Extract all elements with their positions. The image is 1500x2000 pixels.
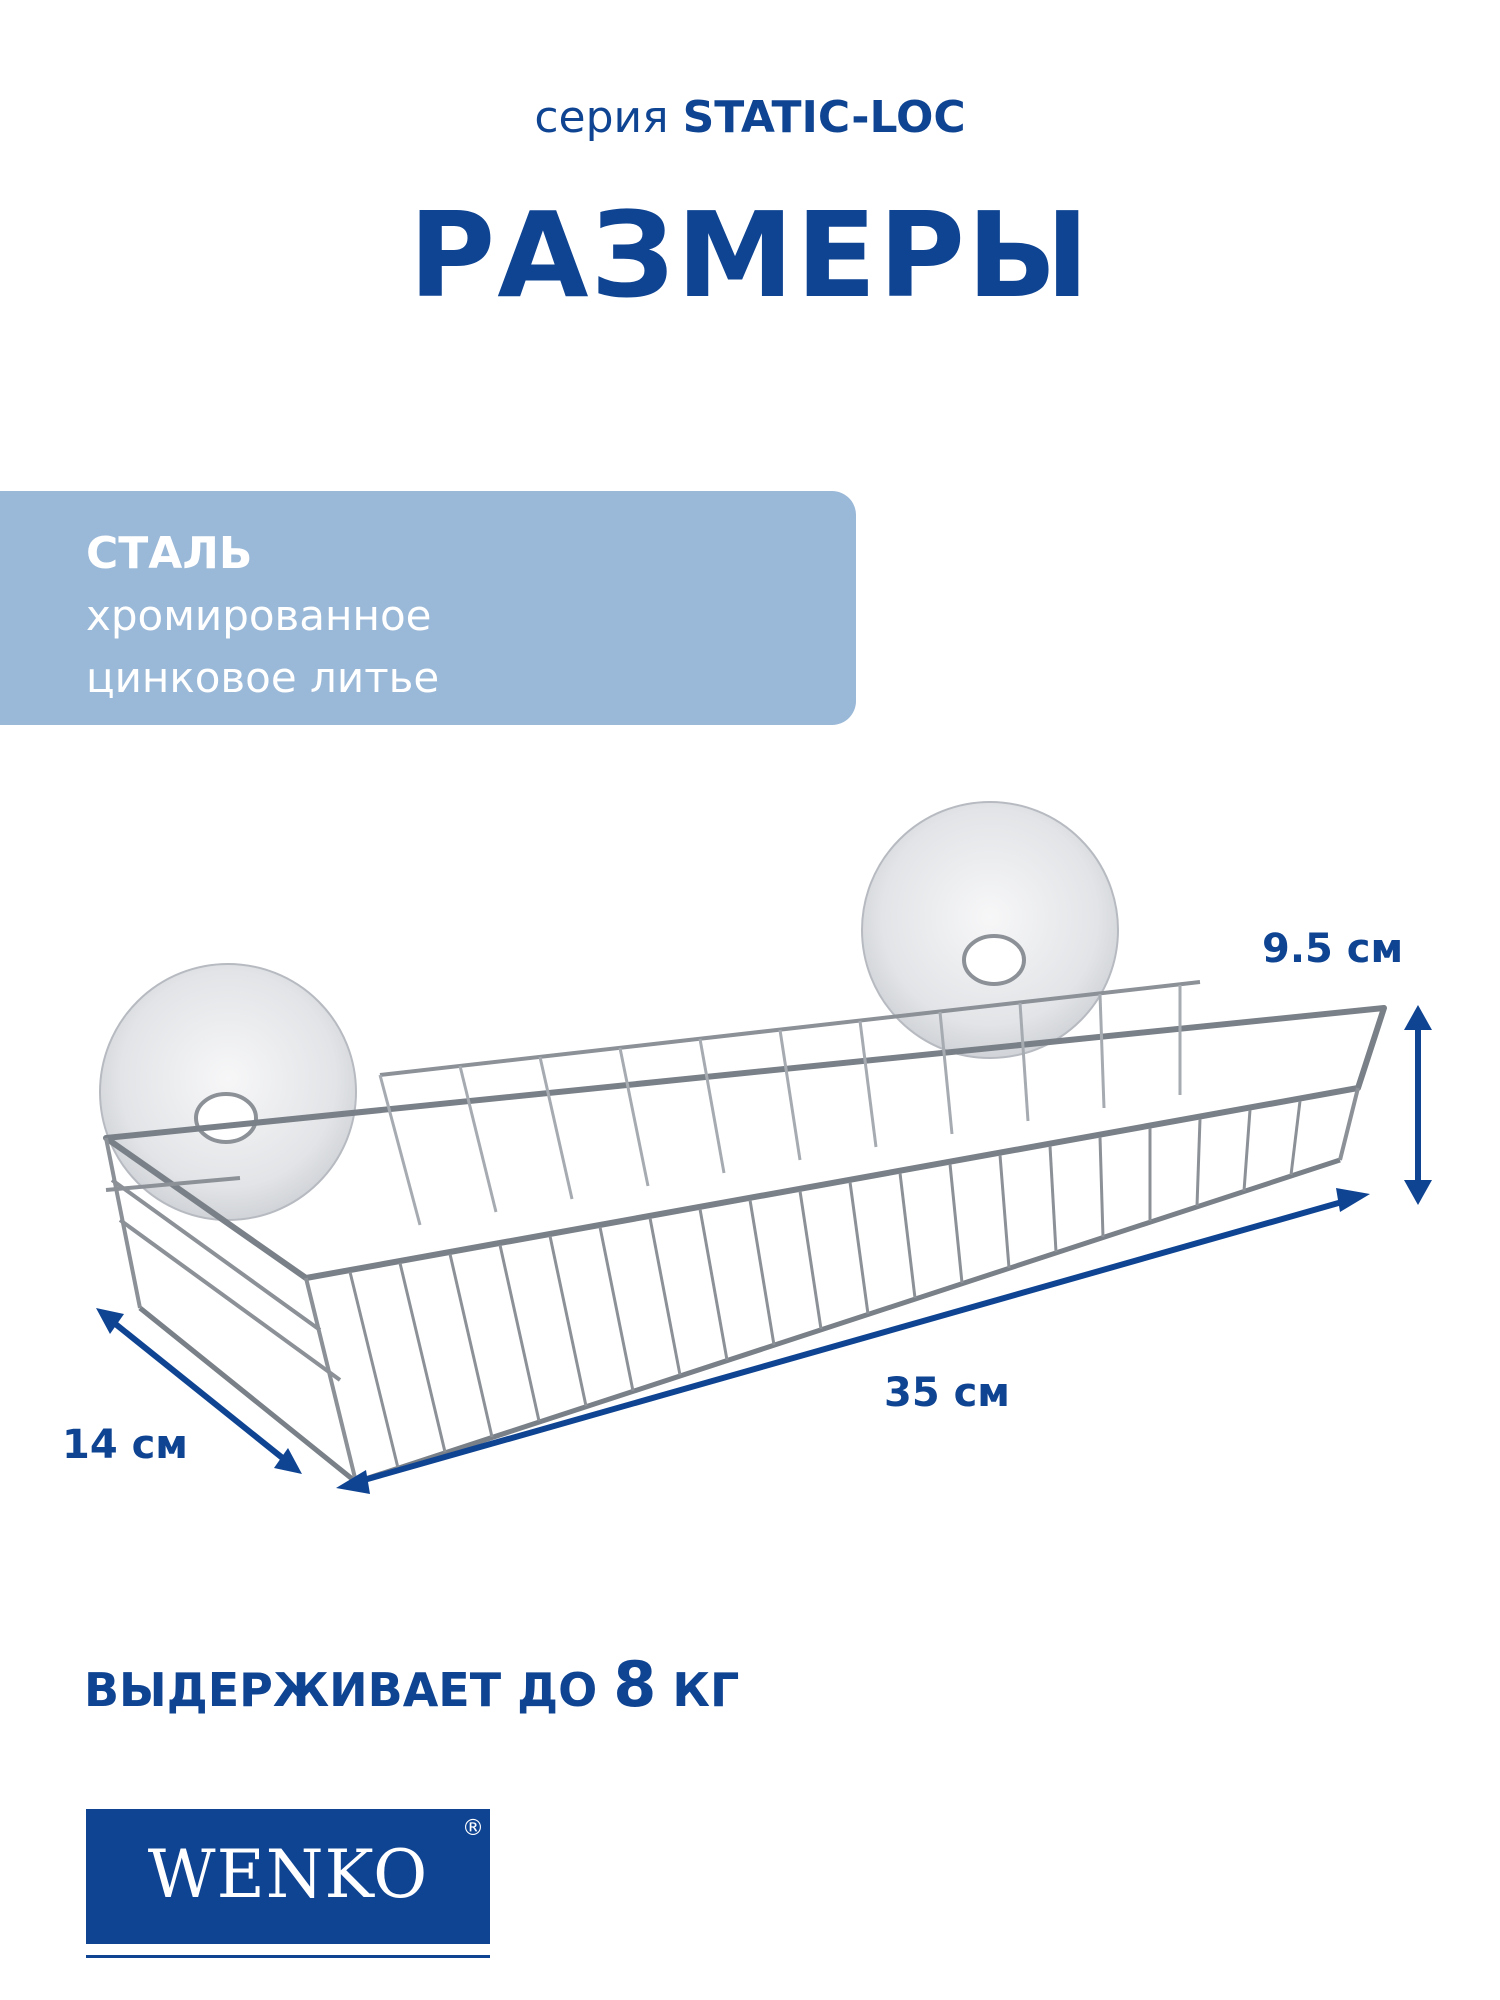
suction-cup-left-icon	[100, 964, 356, 1220]
dimension-length-label: 35 см	[884, 1370, 1010, 1416]
load-capacity	[84, 1650, 739, 1725]
material-line-1: хромированное	[86, 591, 432, 640]
material-title: СТАЛЬ	[86, 528, 253, 579]
series-name: STATIC-LOC	[682, 92, 966, 143]
page-title: РАЗМЕРЫ	[408, 186, 1092, 324]
suction-cup-right-icon	[862, 802, 1118, 1058]
dimension-depth-label: 14 см	[62, 1422, 188, 1468]
brand-logo-text: WENKO	[147, 1836, 429, 1913]
material-line-2: цинковое литье	[86, 653, 440, 702]
load-value: 8	[613, 1648, 657, 1721]
height-arrow-head-top	[1404, 1005, 1432, 1030]
registered-mark: ®	[462, 1816, 484, 1841]
load-unit: КГ	[672, 1663, 740, 1717]
length-arrow-head-right	[1336, 1188, 1370, 1212]
height-arrow-head-bottom	[1404, 1180, 1432, 1205]
dimension-height-label: 9.5 см	[1262, 926, 1404, 972]
logo-underline	[86, 1955, 490, 1958]
series-prefix: серия	[534, 92, 669, 143]
load-prefix: ВЫДЕРЖИВАЕТ ДО	[84, 1663, 598, 1717]
